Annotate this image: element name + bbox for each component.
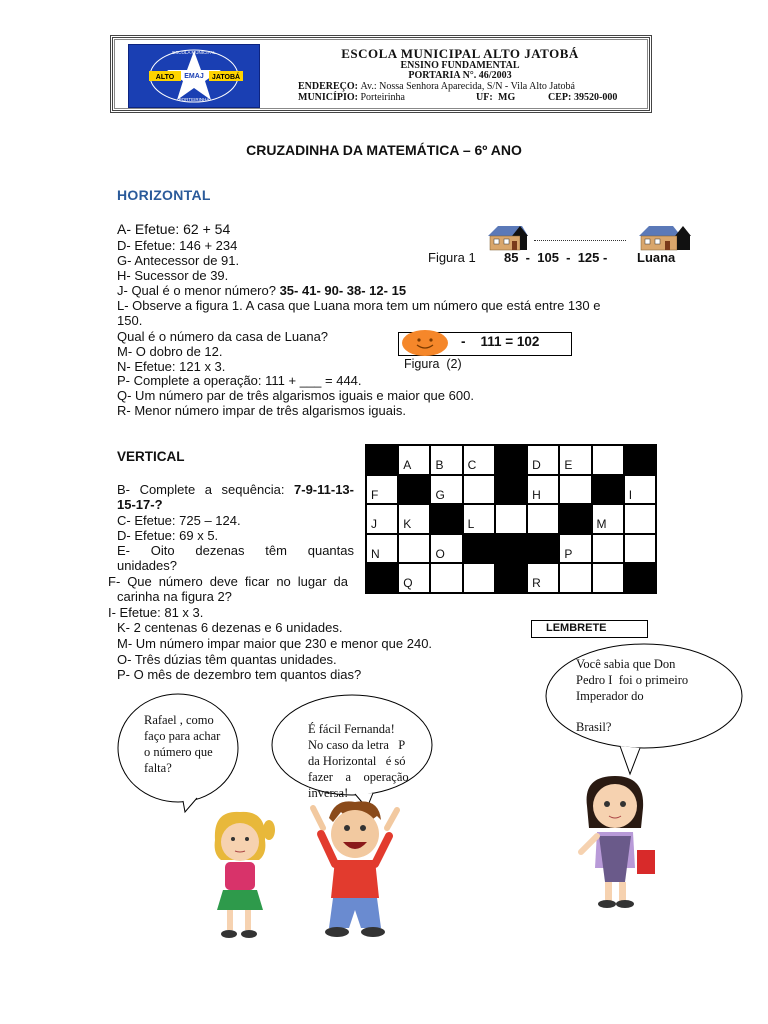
cep-label: CEP: [548,92,572,103]
clue-v-f-line1: F- Que número deve ficar no lugar da [108,574,348,589]
smiley-face-icon [402,330,448,356]
grid-cell-black [463,534,495,564]
clue-h-h: H- Sucessor de 39. [117,268,229,283]
grid-cell-black [559,504,591,534]
logo-top-text: ESCOLA MUNICIPAL [172,50,216,55]
clue-v-e-line1: E- Oito dezenas têm quantas [117,543,354,558]
clue-v-b-line1 [117,482,354,497]
clue-v-f-line2: carinha na figura 2? [117,589,232,604]
grid-cell[interactable] [463,475,495,505]
clue-v-k: K- 2 centenas 6 dezenas e 6 unidades. [117,620,343,635]
grid-cell[interactable]: D [527,445,559,475]
clue-v-b-seq: 7-9-11-13- [294,482,354,497]
clue-h-d: D- Efetue: 146 + 234 [117,238,238,253]
clue-h-a: A- Efetue: 62 + 54 [117,221,231,237]
grid-cell[interactable]: M [592,504,624,534]
clue-v-e-line2: unidades? [117,558,177,573]
grid-cell[interactable] [430,563,462,593]
grid-cell[interactable]: G [430,475,462,505]
grid-cell[interactable]: J [366,504,398,534]
school-name: ESCOLA MUNICIPAL ALTO JATOBÁ [341,46,579,61]
logo-right-text: JATOBÁ [211,74,241,81]
figure1-luana: Luana [637,250,676,265]
school-logo [128,44,260,108]
grid-cell[interactable] [463,563,495,593]
grid-cell[interactable]: B [430,445,462,475]
grid-cell[interactable] [527,504,559,534]
clue-v-b-line2: 15-17-? [117,497,163,512]
grid-cell[interactable]: Q [398,563,430,593]
uf-label: UF: [476,92,493,103]
clue-v-i: I- Efetue: 81 x 3. [108,605,204,620]
grid-cell-black [527,534,559,564]
clue-h-l-line1: L- Observe a figura 1. A casa que Luana mora tem um número que está entre 130 e [117,298,601,313]
grid-cell[interactable] [559,475,591,505]
bubble-teacher-line2: Pedro I foi o primeiro [576,673,689,687]
logo-center-text: EMAJ [184,73,204,80]
grid-cell[interactable] [624,534,656,564]
logo-left-text: ALTO [155,74,175,81]
bubble-boy-line3: da Horizontal é só [308,754,406,768]
figure1-dotted-path [534,240,626,241]
grid-cell[interactable] [592,534,624,564]
school-address [298,81,648,92]
page-title: CRUZADINHA DA MATEMÁTICA – 6º ANO [246,142,522,158]
clue-v-o: O- Três dúzias têm quantas unidades. [117,652,337,667]
clue-v-c: C- Efetue: 725 – 124. [117,513,241,528]
grid-cell[interactable]: A [398,445,430,475]
house-icon [484,224,526,252]
grid-cell[interactable]: L [463,504,495,534]
bubble-girl-line2: faço para achar [144,729,221,743]
city-label: MUNICÍPIO: [298,92,358,103]
grid-cell[interactable]: K [398,504,430,534]
grid-cell[interactable]: N [366,534,398,564]
address-label: ENDEREÇO: [298,81,359,92]
girl-character-icon [205,810,275,940]
grid-cell[interactable] [495,504,527,534]
bubble-boy-line2: No caso da letra P [308,738,406,752]
school-city-row [298,92,648,103]
grid-cell-black [398,475,430,505]
figure1-sequence: 85 - 105 - 125 - [504,250,608,265]
bubble-teacher-line1: Você sabia que Don [576,657,676,671]
grid-cell-black [430,504,462,534]
clue-h-j-text: J- Qual é o menor número? [117,283,280,298]
logo-bottom-text: PORTEIRINHA [178,97,210,102]
grid-cell-black [624,563,656,593]
grid-cell-black [592,475,624,505]
clue-v-d: D- Efetue: 69 x 5. [117,528,219,543]
grid-cell-black [366,563,398,593]
grid-cell[interactable]: P [559,534,591,564]
school-logo-icon [129,45,259,107]
grid-cell-black [495,445,527,475]
clue-h-p: P- Complete a operação: 111 + ___ = 444. [117,373,362,388]
bubble-girl-line1: Rafael , como [144,713,214,727]
clue-v-m: M- Um número impar maior que 230 e menor que 240. [117,636,433,651]
teacher-character-icon [575,772,665,912]
school-portaria: PORTARIA N°. 46/2003 [408,70,512,81]
clue-v-b-text: B- Complete a sequência: [117,482,295,497]
figure1-label: Figura 1 [428,250,476,265]
bubble-girl-line4: falta? [144,761,172,775]
grid-cell[interactable]: F [366,475,398,505]
grid-cell[interactable] [592,563,624,593]
school-level: ENSINO FUNDAMENTAL [400,60,520,71]
cep-value: 39520-000 [574,92,618,103]
boy-character-icon [305,798,405,943]
bubble-boy-line4: fazer a operação [308,770,409,784]
crossword-grid [365,444,657,594]
grid-cell-black [495,563,527,593]
grid-cell[interactable]: O [430,534,462,564]
vertical-heading: VERTICAL [117,449,185,464]
horizontal-heading: HORIZONTAL [117,187,211,203]
lembrete-label: LEMBRETE [531,620,648,638]
figure2-equation: - 111 = 102 [461,334,540,349]
grid-cell[interactable]: I [624,475,656,505]
city-value: Porteirinha [360,92,405,103]
bubble-teacher-line5: Brasil? [576,720,612,734]
clue-h-n: N- Efetue: 121 x 3. [117,359,226,374]
grid-cell[interactable]: C [463,445,495,475]
address-value: Av.: Nossa Senhora Aparecida, S/N - Vila Alto Jatobá [360,81,575,92]
grid-cell-black [495,475,527,505]
grid-cell[interactable] [624,504,656,534]
bubble-girl-line3: o número que [144,745,213,759]
bubble-boy-line5: inversa! [308,786,349,800]
grid-cell-black [495,534,527,564]
grid-cell[interactable]: E [559,445,591,475]
bubble-boy-line1: É fácil Fernanda! [308,722,395,736]
grid-cell[interactable]: R [527,563,559,593]
grid-cell[interactable] [592,445,624,475]
figure2-label: Figura (2) [404,357,462,371]
house-icon-luana [637,224,679,252]
clue-h-m: M- O dobro de 12. [117,344,223,359]
grid-cell-black [366,445,398,475]
clue-h-l-line2: 150. [117,313,143,328]
grid-cell[interactable] [559,563,591,593]
clue-h-r: R- Menor número impar de três algarismos iguais. [117,403,406,418]
clue-h-g: G- Antecessor de 91. [117,253,240,268]
clue-h-q: Q- Um número par de três algarismos iguais e maior que 600. [117,388,474,403]
grid-cell[interactable]: H [527,475,559,505]
clue-v-p: P- O mês de dezembro tem quantos dias? [117,667,362,682]
uf-value: MG [498,92,516,103]
clue-h-j [117,283,406,298]
clue-h-j-numbers: 35- 41- 90- 38- 12- 15 [279,283,407,298]
grid-cell[interactable] [398,534,430,564]
clue-h-l-line3: Qual é o número da casa de Luana? [117,329,329,344]
grid-cell-black [624,445,656,475]
bubble-teacher-line3: Imperador do [576,689,644,703]
